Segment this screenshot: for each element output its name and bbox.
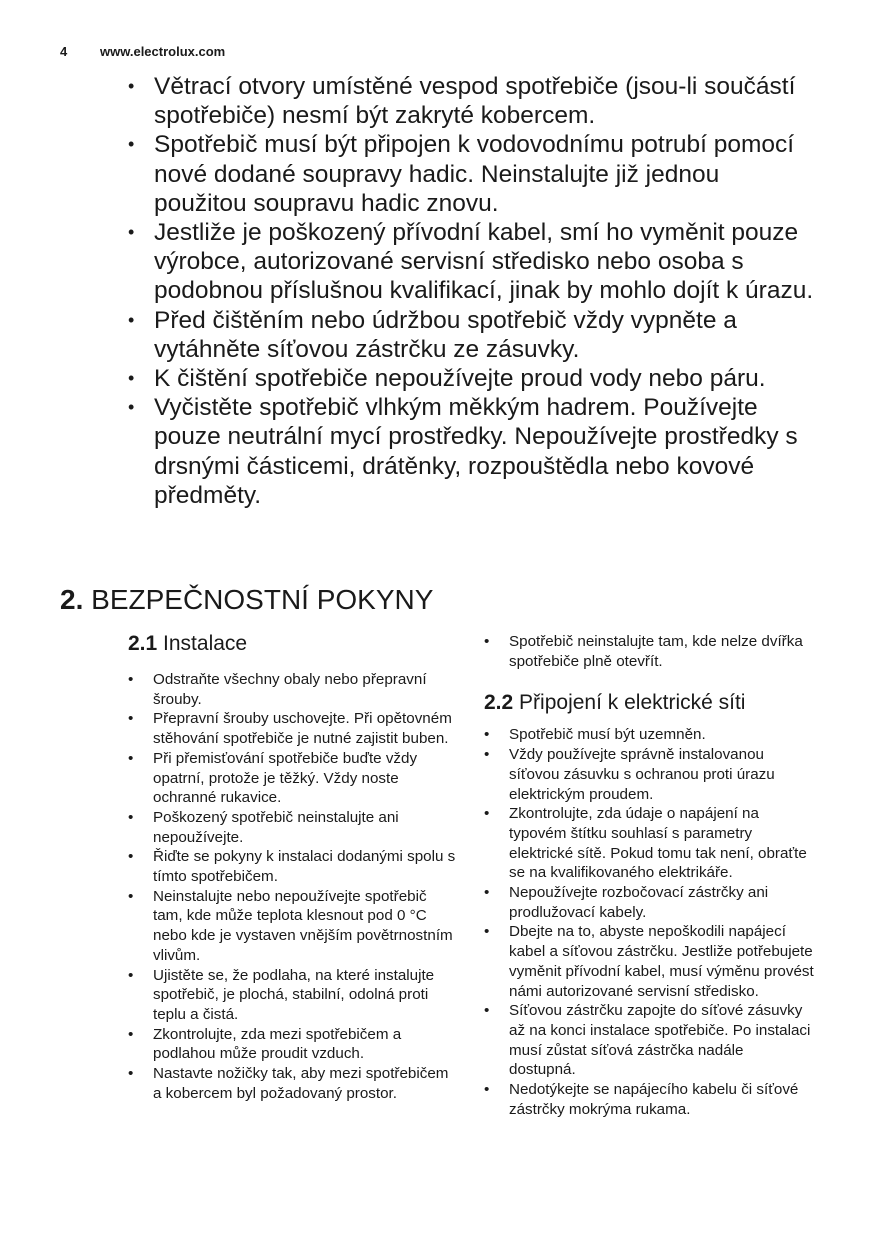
intro-list-item: • Jestliže je poškozený přívodní kabel, smí ho vyměnit pouze výrobce, autorizované servisní středisko nebo osoba s podobnou příslušnou kvalifikací, jinak by mohlo dojít k úrazu.	[128, 218, 818, 306]
page-number: 4	[60, 44, 68, 59]
subsection-number: 2.2	[484, 691, 514, 715]
section-number: 2.	[60, 584, 84, 615]
intro-list-item: • Před čištěním nebo údržbou spotřebič vždy vypněte a vytáhněte síťovou zástrčku ze zásuvky.	[128, 306, 818, 364]
list-item: • Nepoužívejte rozbočovací zástrčky ani prodlužovací kabely.	[484, 883, 814, 922]
page-header	[60, 44, 225, 59]
list-item: • Zkontrolujte, zda mezi spotřebičem a podlahou může proudit vzduch.	[128, 1025, 458, 1064]
subsection-number: 2.1	[128, 632, 158, 655]
intro-list-item: • K čištění spotřebiče nepoužívejte proud vody nebo páru.	[128, 364, 818, 393]
subsection-heading-electrical	[484, 691, 814, 715]
list-item: • Nastavte nožičky tak, aby mezi spotřebičem a kobercem byl požadovaný prostor.	[128, 1064, 458, 1103]
intro-safety-list	[128, 72, 818, 510]
intro-list-item: • Větrací otvory umístěné vespod spotřebiče (jsou-li součástí spotřebiče) nesmí být zakryté kobercem.	[128, 72, 818, 130]
website-url: www.electrolux.com	[100, 44, 226, 59]
intro-list-item: • Vyčistěte spotřebič vlhkým měkkým hadrem. Používejte pouze neutrální mycí prostředky. Nepoužívejte prostředky s drsnými částicemi, drátěnky, rozpouštědla nebo kovové předměty.	[128, 393, 818, 510]
section-heading	[60, 584, 433, 616]
list-item: • Dbejte na to, abyste nepoškodili napájecí kabel a síťovou zástrčku. Jestliže potřebujete vyměnit přívodní kabel, musí výměnu provést námi autorizované servisní středisko.	[484, 922, 814, 1001]
installation-list	[128, 670, 458, 1103]
list-item: • Zkontrolujte, zda údaje o napájení na typovém štítku souhlasí s parametry elektrické sítě. Pokud tomu tak není, obraťte se na kvalifikovaného elektrikáře.	[484, 804, 814, 883]
list-item: • Odstraňte všechny obaly nebo přepravní šrouby.	[128, 670, 458, 709]
subsection-title: Instalace	[163, 632, 248, 655]
list-item: • Poškozený spotřebič neinstalujte ani nepoužívejte.	[128, 808, 458, 847]
list-item: • Nedotýkejte se napájecího kabelu či síťové zástrčky mokrýma rukama.	[484, 1080, 814, 1119]
list-item: • Spotřebič musí být uzemněn.	[484, 725, 814, 745]
installation-list-continued	[484, 632, 814, 671]
subsection-heading-installation	[128, 632, 458, 656]
list-item: • Přepravní šrouby uschovejte. Při opětovném stěhování spotřebiče je nutné zajistit buben.	[128, 709, 458, 748]
list-item: • Neinstalujte nebo nepoužívejte spotřebič tam, kde může teplota klesnout pod 0 °C nebo kde je vystaven vnějším povětrnostním vlivům.	[128, 887, 458, 966]
list-item: • Spotřebič neinstalujte tam, kde nelze dvířka spotřebiče plně otevřít.	[484, 632, 814, 671]
right-column	[484, 632, 814, 1119]
list-item: • Vždy používejte správně instalovanou síťovou zásuvku s ochranou proti úrazu elektrickým proudem.	[484, 745, 814, 804]
electrical-list	[484, 725, 814, 1119]
list-item: • Při přemisťování spotřebiče buďte vždy opatrní, protože je těžký. Vždy noste ochranné rukavice.	[128, 749, 458, 808]
list-item: • Síťovou zástrčku zapojte do síťové zásuvky až na konci instalace spotřebiče. Po instalaci musí zůstat síťová zástrčka nadále dostupná.	[484, 1001, 814, 1080]
list-item: • Řiďte se pokyny k instalaci dodanými spolu s tímto spotřebičem.	[128, 847, 458, 886]
section-title: BEZPEČNOSTNÍ POKYNY	[91, 584, 434, 615]
subsection-title: Připojení k elektrické síti	[519, 691, 746, 715]
list-item: • Ujistěte se, že podlaha, na které instalujte spotřebič, je plochá, stabilní, odolná proti teplu a čistá.	[128, 966, 458, 1025]
left-column	[128, 632, 458, 1103]
intro-list-item: • Spotřebič musí být připojen k vodovodnímu potrubí pomocí nové dodané soupravy hadic. Neinstalujte již jednou použitou soupravu hadic znovu.	[128, 130, 818, 218]
